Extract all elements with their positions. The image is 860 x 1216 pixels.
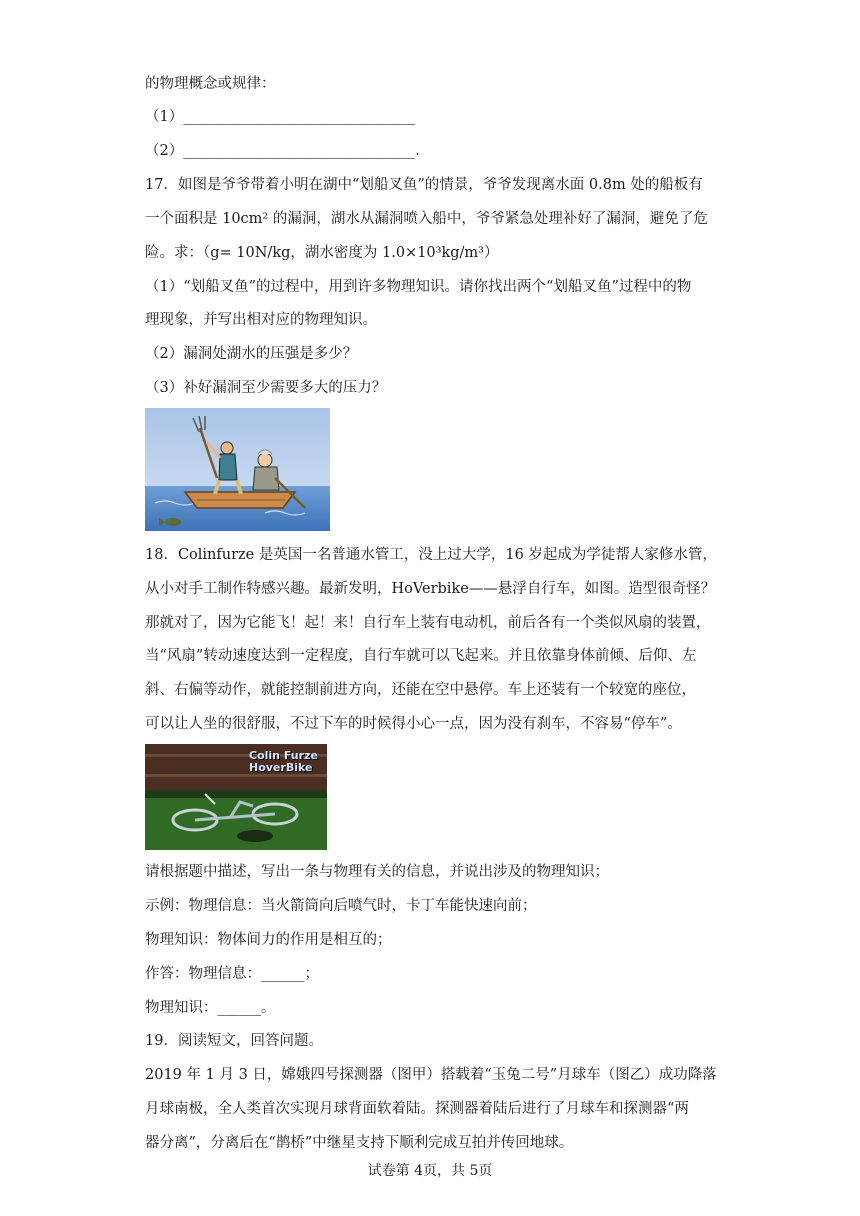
question-17-subquestion: （2）漏洞处湖水的压强是多少？: [145, 346, 358, 362]
question-18-line: 18．Colinfurze 是英国一名普通水管工，没上过大学，16 岁起成为学徒帮人家修水管，: [145, 547, 717, 563]
instruction-line: 请根据题中描述，写出一条与物理有关的信息，并说出涉及的物理知识；: [145, 864, 609, 880]
answer-line: 物理知识：______。: [145, 1000, 276, 1016]
hoverbike-caption: [249, 750, 318, 774]
blank-line-2: （2）________________________________．: [145, 143, 430, 159]
question-17-line: 险。求：（g= 10N/kg，湖水密度为 1.0×10³kg/m³）: [145, 245, 499, 261]
question-18-line: 从小对手工制作特感兴趣。最新发明，HoVerbike——悬浮自行车，如图。造型很奇怪？: [145, 581, 716, 597]
answer-line: 作答：物理信息：______；: [145, 966, 319, 982]
question-17-subquestion: 理现象，并写出相对应的物理知识。: [145, 312, 377, 328]
passage-line: 2019 年 1 月 3 日，嫦娥四号探测器（图甲）搭载着“玉兔二号”月球车（图乙）成功降落: [145, 1067, 717, 1083]
blank-line-1: （1）________________________________: [145, 109, 416, 125]
question-18-line: 那就对了，因为它能飞！起！来！自行车上装有电动机，前后各有一个类似风扇的装置，: [145, 615, 711, 631]
passage-line: 器分离”，分离后在“鹊桥”中继星支持下顺利完成互拍并传回地球。: [145, 1135, 574, 1151]
hoverbike-caption-line: Colin Furze: [249, 749, 318, 762]
question-19-line: 19．阅读短文，回答问题。: [145, 1033, 323, 1049]
question-17-subquestion: （1）“划船叉鱼”的过程中，用到许多物理知识。请你找出两个“划船叉鱼”过程中的物: [145, 279, 692, 295]
boat-fishing-illustration: [145, 408, 330, 531]
example-line: 物理知识：物体间力的作用是相互的；: [145, 932, 392, 948]
example-line: 示例：物理信息：当火箭筒向后喷气时，卡丁车能快速向前；: [145, 898, 537, 914]
hoverbike-caption-line: HoverBike: [249, 761, 313, 774]
question-18-line: 可以让人坐的很舒服，不过下车的时候得小心一点，因为没有刹车，不容易“停车”。: [145, 716, 682, 732]
boat-fishing-drawing: [145, 408, 330, 531]
passage-line: 月球南极，全人类首次实现月球背面软着陆。探测器着陆后进行了月球车和探测器“两: [145, 1101, 689, 1117]
question-17-subquestion: （3）补好漏洞至少需要多大的压力？: [145, 380, 387, 396]
question-18-line: 斜、右偏等动作，就能控制前进方向，还能在空中悬停。车上还装有一个较宽的座位，: [145, 682, 696, 698]
question-18-line: 当“风扇”转动速度达到一定程度，自行车就可以飞起来。并且依靠身体前倾、后仰、左: [145, 648, 697, 664]
question-17-line: 17．如图是爷爷带着小明在湖中“划船叉鱼”的情景，爷爷发现离水面 0.8m 处的船板有: [145, 177, 703, 193]
text-line: 的物理概念或规律：: [145, 76, 276, 92]
question-17-line: 一个面积是 10cm² 的漏洞，湖水从漏洞喷入船中，爷爷紧急处理补好了漏洞，避免了危: [145, 211, 708, 227]
hoverbike-photo: [145, 744, 327, 850]
page-footer: 试卷第 4页，共 5页: [367, 1163, 493, 1179]
